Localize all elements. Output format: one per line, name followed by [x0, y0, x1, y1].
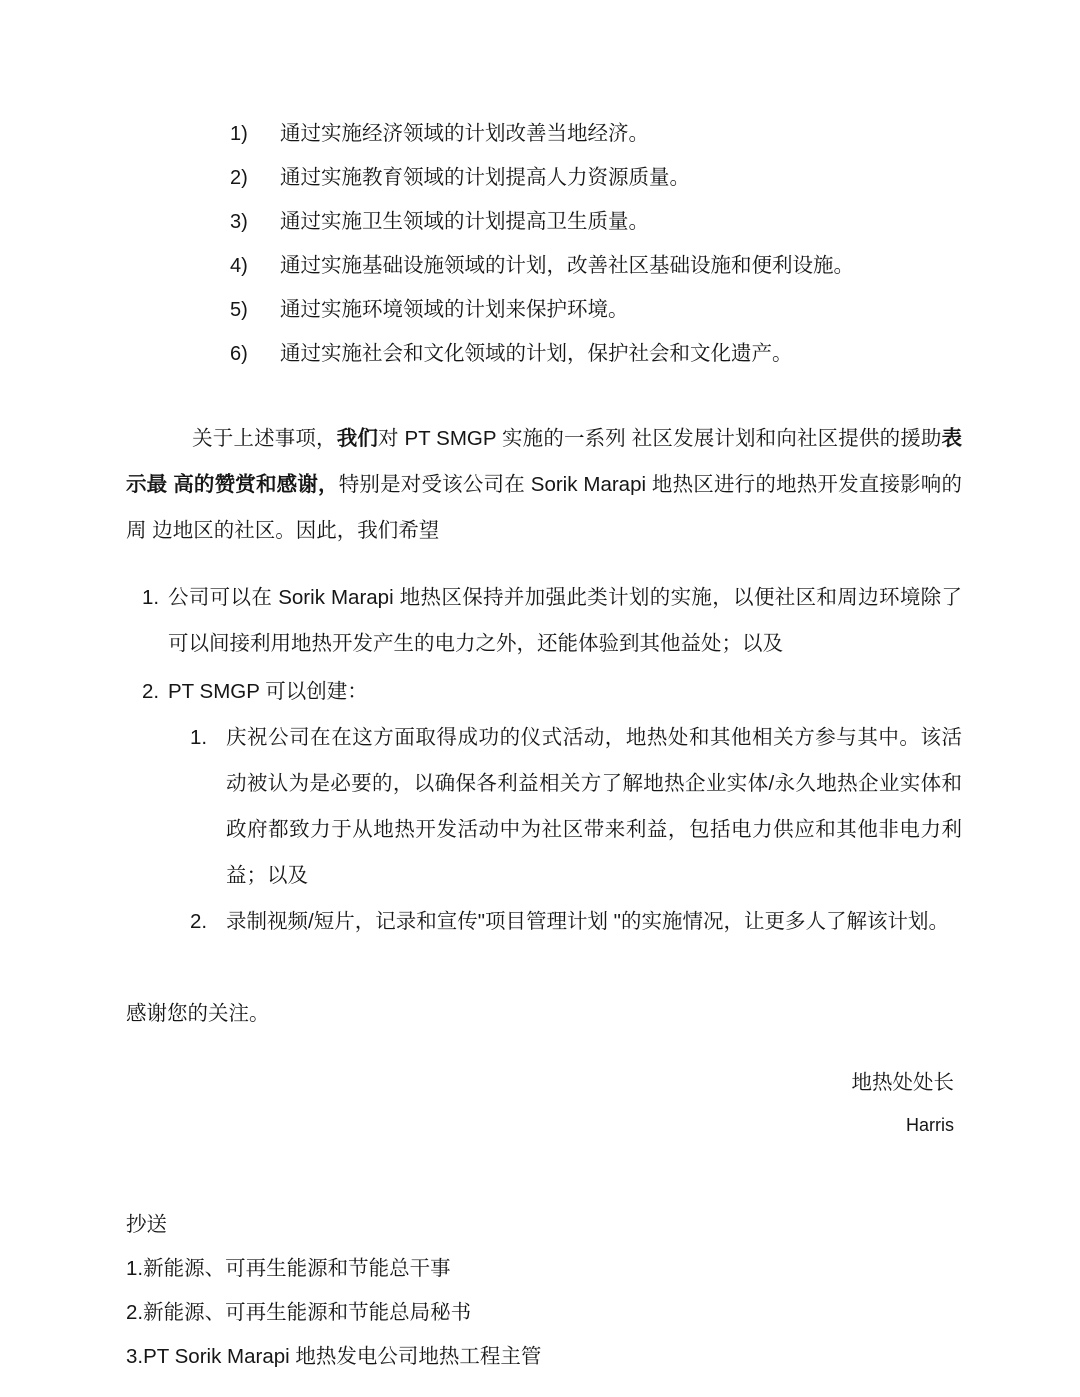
list-marker: 5) [230, 299, 248, 321]
list-text: 通过实施卫生领域的计划提高卫生质量。 [280, 210, 649, 233]
list-marker: 1. [142, 585, 160, 609]
list-item [126, 575, 962, 667]
signature-title: 地热处处长 [851, 1070, 954, 1094]
list-text: 录制视频/短片，记录和宣传"项目管理计划 "的实施情况，让更多人了解该计划。 [226, 909, 949, 933]
signature-name: Harris [906, 1114, 954, 1135]
cc-line: 3.PT Sorik Marapi 地热发电公司地热工程主管 [126, 1344, 542, 1368]
list-marker: 2. [190, 909, 208, 933]
list-item [230, 288, 962, 332]
list-item [126, 669, 962, 715]
list-text: PT SMGP 可以创建： [168, 679, 368, 703]
goals-list [230, 112, 962, 376]
list-item [190, 899, 962, 945]
cc-heading: 抄送 [126, 1212, 167, 1236]
list-marker: 1. [190, 725, 208, 749]
requests-list [126, 575, 962, 715]
list-item [230, 156, 962, 200]
signature-block [126, 1061, 962, 1145]
list-marker: 6) [230, 343, 248, 365]
list-text: 通过实施环境领域的计划来保护环境。 [280, 298, 629, 321]
list-text: 通过实施社会和文化领域的计划，保护社会和文化遗产。 [280, 342, 793, 365]
appreciation-paragraph [126, 416, 962, 554]
list-item [230, 112, 962, 156]
list-text: 通过实施教育领域的计划提高人力资源质量。 [280, 166, 690, 189]
paragraph-part3: 特别是对受该公司在 Sorik Marapi 地热区进行的地热开发直接影响的周 边地区的社区。因此，我们希望 [126, 473, 962, 542]
list-marker: 3) [230, 211, 248, 233]
list-marker: 2. [142, 679, 160, 703]
list-item [230, 332, 962, 376]
list-marker: 1) [230, 123, 248, 145]
cc-line: 1.新能源、可再生能源和节能总干事 [126, 1256, 451, 1280]
list-item [190, 715, 962, 899]
paragraph-bold2: 表示最 高的赞赏和感谢， [126, 427, 963, 496]
paragraph-part1: 关于上述事项， [192, 427, 337, 450]
list-marker: 2) [230, 167, 248, 189]
list-item [230, 244, 962, 288]
cc-block [126, 1203, 962, 1379]
closing-text: 感谢您的关注。 [126, 1001, 270, 1025]
list-text: 通过实施经济领域的计划改善当地经济。 [280, 122, 649, 145]
list-text: 公司可以在 Sorik Marapi 地热区保持并加强此类计划的实施，以便社区和周边环境除了可以间接利用地热开发产生的电力之外，还能体验到其他益处；以及 [168, 585, 962, 655]
requests-sublist [190, 715, 962, 945]
cc-line: 2.新能源、可再生能源和节能总局秘书 [126, 1300, 472, 1324]
paragraph-bold1: 我们 [336, 427, 379, 450]
paragraph-part2: 对 PT SMGP 实施的一系列 社区发展计划和向社区提供的援助 [378, 427, 942, 450]
list-marker: 4) [230, 255, 248, 277]
list-item [230, 200, 962, 244]
list-text: 庆祝公司在在这方面取得成功的仪式活动，地热处和其他相关方参与其中。该活动被认为是必要的，以确保各利益相关方了解地热企业实体/永久地热企业实体和政府都致力于从地热开发活动中为社区带来利益，包括电力供应和其他非电力利益；以及 [226, 725, 962, 887]
list-text: 通过实施基础设施领域的计划，改善社区基础设施和便利设施。 [280, 254, 854, 277]
